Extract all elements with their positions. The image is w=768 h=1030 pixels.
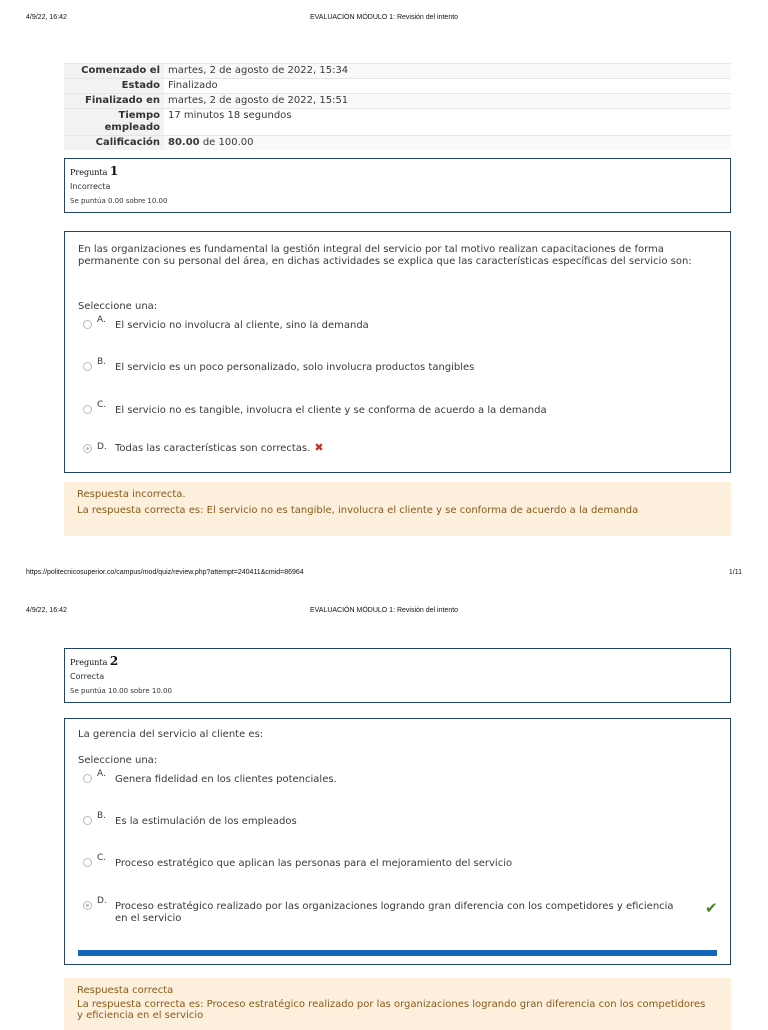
print-header [0, 607, 768, 619]
option-text: El servicio no es tangible, involucra el cliente y se conforma de acuerdo a la demanda [115, 405, 547, 416]
summary-value: Finalizado [164, 79, 731, 94]
radio-button[interactable] [83, 858, 92, 867]
feedback-text: La respuesta correcta es: El servicio no es tangible, involucra el cliente y se conforma de acuerdo a la demanda [77, 505, 639, 516]
summary-label: Estado [64, 79, 164, 94]
grade-total: de 100.00 [199, 137, 254, 148]
question-2-content [64, 718, 731, 965]
option-text: Proceso estratégico realizado por las organizaciones logrando gran diferencia con los competidores y eficiencia en el servicio [115, 901, 674, 924]
print-header [0, 14, 768, 26]
print-datetime: 4/9/22, 16:42 [26, 607, 67, 614]
radio-button-selected[interactable] [83, 901, 92, 910]
summary-label: Finalizado en [64, 94, 164, 109]
progress-bar [78, 950, 717, 956]
feedback-text: La respuesta correcta es: Proceso estratégico realizado por las organizaciones logrando gran diferencia con los competidores y eficiencia en el servicio [77, 999, 706, 1021]
summary-label: Calificación [64, 136, 164, 151]
option-text-value: Todas las características son correctas. [115, 443, 311, 454]
option-text [115, 442, 675, 455]
summary-label: Tiempo empleado [64, 109, 164, 136]
radio-button[interactable] [83, 320, 92, 329]
option-letter: D. [97, 442, 107, 452]
feedback-title: Respuesta incorrecta. [77, 489, 186, 500]
option-letter: A. [97, 315, 106, 325]
question-prefix: Pregunta [70, 658, 108, 667]
summary-row [64, 109, 731, 136]
question-state: Incorrecta [70, 182, 111, 191]
question-number-value: 2 [109, 654, 119, 668]
question-grade: Se puntúa 10.00 sobre 10.00 [70, 687, 172, 695]
print-url: https://politecnicosuperior.co/campus/mod/quiz/review.php?attempt=240411&cmid=86964 [26, 569, 304, 576]
question-2-info [64, 648, 731, 703]
summary-row [64, 79, 731, 94]
summary-row [64, 136, 731, 151]
question-grade: Se puntúa 0.00 sobre 10.00 [70, 197, 168, 205]
question-prefix: Pregunta [70, 168, 108, 177]
option-letter: C. [97, 853, 107, 863]
select-label: Seleccione una: [78, 301, 158, 312]
question-1-content [64, 231, 731, 473]
attempt-summary-table [64, 63, 731, 150]
question-number [70, 164, 118, 178]
option-text: Proceso estratégico que aplican las personas para el mejoramiento del servicio [115, 858, 513, 869]
summary-value: martes, 2 de agosto de 2022, 15:34 [164, 64, 731, 79]
incorrect-icon: ✖ [314, 441, 324, 454]
radio-button[interactable] [83, 774, 92, 783]
question-text: La gerencia del servicio al cliente es: [78, 729, 264, 740]
summary-row [64, 64, 731, 79]
summary-label: Comenzado el [64, 64, 164, 79]
select-label: Seleccione una: [78, 755, 158, 766]
print-footer [0, 569, 768, 581]
option-text: El servicio es un poco personalizado, solo involucra productos tangibles [115, 362, 475, 373]
summary-value [164, 136, 731, 151]
question-number-value: 1 [109, 164, 119, 178]
radio-button[interactable] [83, 362, 92, 371]
radio-button[interactable] [83, 405, 92, 414]
summary-value: martes, 2 de agosto de 2022, 15:51 [164, 94, 731, 109]
page-number: 1/11 [728, 569, 742, 576]
grade-value: 80.00 [168, 137, 200, 148]
print-title: EVALUACIÓN MÓDULO 1: Revisión del intento [309, 607, 459, 614]
question-1-feedback [64, 482, 731, 536]
radio-button-selected[interactable] [83, 444, 92, 453]
option-letter: B. [97, 357, 107, 367]
question-number [70, 654, 118, 668]
question-text: En las organizaciones es fundamental la gestión integral del servicio por tal motivo realizan capacitaciones de forma permanente con su personal del área, en dichas actividades se explica que las características específicas del servicio son: [78, 244, 692, 267]
option-letter: B. [97, 811, 107, 821]
summary-value: 17 minutos 18 segundos [164, 109, 731, 136]
correct-check-icon: ✔ [705, 899, 718, 917]
summary-row [64, 94, 731, 109]
radio-button[interactable] [83, 816, 92, 825]
option-text: Genera fidelidad en los clientes potenciales. [115, 774, 337, 785]
print-datetime: 4/9/22, 16:42 [26, 14, 67, 21]
option-letter: C. [97, 400, 107, 410]
question-state: Correcta [70, 672, 105, 681]
print-title: EVALUACIÓN MÓDULO 1: Revisión del intento [309, 14, 459, 21]
question-2-feedback [64, 978, 731, 1030]
option-text: El servicio no involucra al cliente, sino la demanda [115, 320, 369, 331]
question-1-info [64, 158, 731, 213]
option-text: Es la estimulación de los empleados [115, 816, 297, 827]
option-letter: D. [97, 896, 107, 906]
feedback-title: Respuesta correcta [77, 985, 174, 996]
option-letter: A. [97, 769, 106, 779]
